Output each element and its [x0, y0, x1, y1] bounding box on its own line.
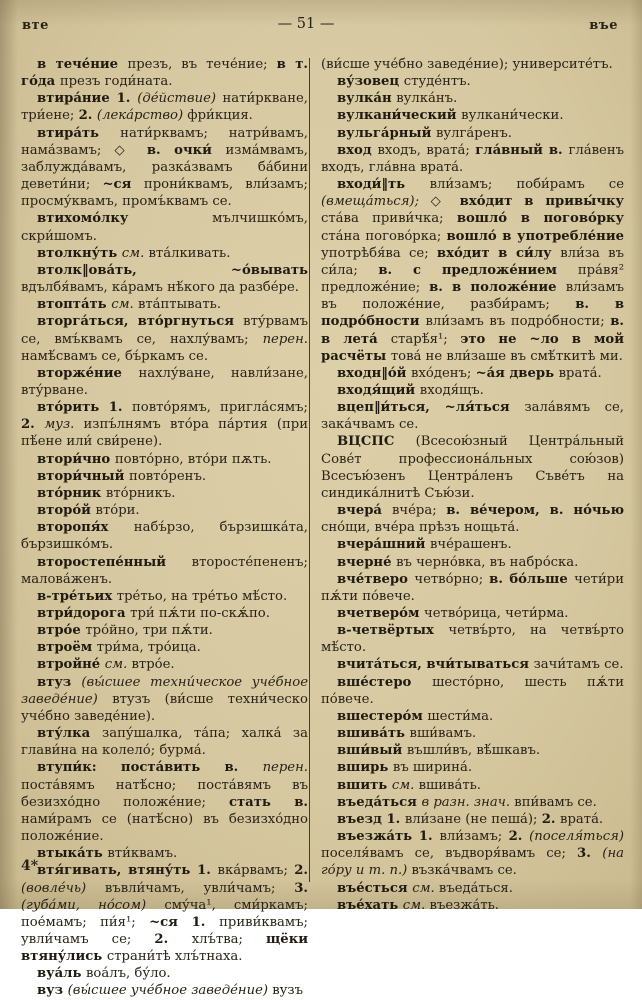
dictionary-entry — [21, 468, 308, 485]
gloss-text: вто́ри. — [95, 503, 140, 519]
gloss-text: вто́рникъ. — [105, 485, 176, 501]
gloss-text: изма́мвамъ, заблужда́вамъ, разка́звамъ ба́бини девети́ни; — [21, 142, 308, 193]
grammar-note: (вмеща́ться); — [321, 194, 431, 210]
headword-or-phrase: 3. — [577, 846, 603, 862]
gloss-text: тре́тьо, на тре́тьо мѣ́сто. — [116, 588, 288, 604]
dictionary-entry — [321, 708, 624, 725]
gloss-text: ста́ва приви́чка; — [321, 211, 457, 227]
gloss-text: въеда́ться. — [438, 880, 513, 896]
gloss-text: старѣ́я¹; — [390, 331, 461, 347]
dictionary-entry — [21, 965, 308, 982]
headword-or-phrase: вуз — [37, 983, 68, 999]
headword-or-phrase: вторже́ние — [37, 365, 139, 381]
headword-or-phrase: въе́хать — [337, 897, 403, 913]
gloss-text: врата́. — [560, 811, 604, 827]
dictionary-entry — [321, 605, 624, 622]
headword-or-phrase: 3. — [294, 880, 309, 896]
dictionary-entry — [21, 759, 308, 845]
headword-or-phrase: вшестеро́м — [337, 708, 428, 724]
column-divider-rule — [309, 58, 310, 882]
gloss-text: три́ма, тро́ица. — [96, 640, 201, 656]
grammar-note: см. — [111, 297, 138, 313]
headword-or-phrase: в. бо́льше — [489, 571, 575, 587]
headword-or-phrase: ~ся 1. — [149, 914, 220, 930]
headword-or-phrase: щёки втяну́лись — [21, 931, 308, 965]
headword-or-phrase: вчетверо́м — [337, 606, 424, 621]
headword-or-phrase: ву́зовец — [337, 74, 404, 90]
headword-or-phrase: вче́тверо — [337, 571, 415, 587]
dictionary-entry — [321, 811, 624, 828]
gloss-text: вли́за въ си́ла; — [321, 245, 624, 278]
headword-or-phrase: ~а́я дверь — [475, 365, 559, 381]
text-column-left — [21, 56, 309, 999]
gloss-text: запу́шалка, та́па; халка́ за глави́на на колело́; бурма́. — [21, 726, 308, 759]
headword-or-phrase: втопта́ть — [37, 297, 112, 313]
grammar-note: перен. — [262, 760, 308, 776]
dictionary-entry — [321, 674, 624, 708]
headword-or-phrase: это не ~ло в мой расчёты — [321, 331, 624, 364]
dictionary-entry — [321, 759, 624, 776]
dictionary-entry — [21, 245, 308, 262]
headword-or-phrase: втри́дорога — [37, 606, 131, 621]
dictionary-entry — [21, 554, 308, 588]
gloss-text: въезжа́ть. — [429, 897, 499, 913]
dictionary-entry — [321, 554, 624, 571]
gloss-text: изпъ́лнямъ вто́ра па́ртия (при пѣ́ене или́ сви́рене). — [21, 417, 308, 450]
dictionary-entry — [21, 502, 308, 519]
headword-or-phrase: вширь — [337, 760, 393, 776]
headword-or-phrase: 2. — [294, 863, 308, 879]
gloss-text: тро́йно, три пѫ́ти. — [85, 623, 213, 639]
dictionary-entry — [321, 107, 624, 124]
dictionary-entry — [321, 725, 624, 742]
gloss-text: сно́щи, вче́ра прѣзъ нощьта́. — [321, 520, 520, 536]
headword-or-phrase: вхо́дит в си́лу — [436, 245, 561, 261]
gloss-text: шесто́рно, шесть пѫ́ти по́вече. — [321, 674, 624, 707]
dictionary-entry — [21, 605, 308, 622]
headword-or-phrase: въе́сться — [337, 880, 413, 896]
dictionary-entry — [321, 399, 624, 433]
headword-or-phrase: втира́ть — [37, 125, 121, 141]
gloss-text: вулка́нъ. — [396, 91, 458, 107]
grammar-note: (лека́рство) — [96, 108, 188, 124]
gloss-text: четво́рно; — [414, 571, 490, 587]
headword-or-phrase: в-четвёртых — [337, 623, 449, 639]
grammar-note: см. — [104, 657, 132, 673]
gloss-text: четво́рица, чети́рма. — [424, 606, 569, 621]
headword-or-phrase: входн‖о́й — [337, 365, 412, 381]
gloss-text: втро́е. — [131, 657, 175, 673]
gloss-text: нахлу́ване, навли́зане, вту́рване. — [21, 365, 308, 398]
gloss-text: поселя́вамъ се, въдворя́вамъ се; — [321, 846, 578, 862]
headword-or-phrase: второ́й — [37, 503, 96, 519]
headword-or-phrase: в т. го́да — [21, 57, 308, 90]
gloss-text: повто́рямъ, пригла́сямъ; — [131, 400, 308, 416]
headword-or-phrase: вши́вый — [337, 743, 407, 759]
grammar-note: см. — [391, 777, 419, 793]
dictionary-entry — [321, 777, 624, 794]
headword-or-phrase: стать в. — [228, 794, 308, 810]
dictionary-entry — [21, 56, 308, 90]
headword-or-phrase: вошло́ в употребле́ние — [446, 228, 624, 244]
dictionary-entry — [321, 433, 624, 502]
gloss-text: вли́замъ въ положе́ние, разби́рамъ; — [321, 280, 624, 313]
dictionary-entry — [21, 399, 308, 450]
dictionary-entry — [321, 142, 624, 176]
gloss-text: шести́ма. — [427, 708, 494, 724]
gloss-text: поста́вямъ натѣ́сно; поста́вямъ въ безизхо́дно положе́ние; — [21, 777, 308, 810]
grammar-note: (вы́сшее техни́ческое уче́бное заведе́ние) — [21, 674, 308, 707]
gloss-text: гла́венъ входъ, гла́вна врата́. — [321, 142, 624, 175]
dictionary-entry — [321, 897, 624, 914]
dictionary-entry — [321, 382, 624, 399]
gloss-text: вли́зане (не пеша́); — [404, 811, 542, 827]
gloss-text: три́ пѫ́ти по-скѫ́по. — [130, 606, 270, 621]
headword-or-phrase: 2. — [78, 108, 97, 124]
dictionary-entry — [21, 262, 308, 296]
page-number: — 51 — — [277, 16, 335, 32]
gloss-text: четвъ́рто, на четвъ́рто мѣ́сто. — [321, 623, 624, 656]
headword-or-phrase: втихомо́лку — [37, 211, 213, 227]
dictionary-entry — [21, 639, 308, 656]
headword-or-phrase: вту́лка — [37, 726, 103, 742]
gloss-text: въ ширина́. — [392, 760, 473, 776]
headword-or-phrase: вше́стеро — [337, 674, 433, 690]
gloss-text: вузъ — [272, 983, 303, 999]
headword-or-phrase: в. в подро́бности — [321, 297, 624, 330]
gloss-text: входъ, врата́; — [377, 142, 476, 158]
gloss-text: вли́замъ въ подро́бности; — [425, 314, 611, 330]
grammar-note: перен. — [262, 331, 308, 347]
headword-or-phrase: входи́‖ть — [337, 177, 430, 193]
gloss-text: ◇ — [430, 194, 460, 210]
headword-or-phrase: вшива́ть — [337, 726, 410, 742]
headword-or-phrase: второпя́х — [37, 520, 134, 536]
gloss-text: вту́рвамъ се, вмъ́квамъ се, нахлу́вамъ; — [21, 314, 308, 347]
headword-or-phrase: вход — [337, 142, 378, 158]
grammar-note: (де́йствие) — [137, 91, 223, 107]
dictionary-entry — [21, 845, 308, 862]
dictionary-entry — [321, 176, 624, 365]
headword-or-phrase: втуз — [37, 674, 82, 690]
gloss-text: набъ́рзо, бързишка́та, бързишко́мъ. — [21, 520, 308, 553]
dictionary-entry — [21, 588, 308, 605]
gloss-text: нати́ркване, три́ене; — [21, 91, 308, 124]
gloss-text: пра́вя² предложе́ние; — [321, 262, 624, 296]
headword-or-phrase: 2. — [154, 931, 192, 947]
headword-or-phrase: втори́чно — [37, 451, 115, 467]
text-column-right — [321, 56, 625, 913]
gloss-text: вшива́ть. — [418, 777, 481, 793]
gloss-text: вче́рашенъ. — [429, 537, 512, 553]
headword-or-phrase: вулкани́ческий — [337, 108, 462, 124]
headword-or-phrase: вторга́ться, вто́ргнуться — [37, 314, 244, 330]
headword-or-phrase: вульга́рный — [337, 125, 436, 141]
headword-or-phrase: втройне́ — [37, 657, 105, 673]
gloss-text: приви́квамъ; увли́чамъ се; — [21, 914, 308, 947]
headword-or-phrase: в. в лета́ — [321, 314, 625, 347]
dictionary-entry — [21, 656, 308, 673]
gloss-text: фри́кция. — [187, 108, 253, 124]
headword-or-phrase: втроём — [37, 640, 97, 656]
dictionary-entry — [21, 485, 308, 502]
dictionary-entry — [21, 519, 308, 553]
gloss-text: възка́чвамъ се. — [411, 863, 517, 879]
grammar-note: в разн. знач. — [421, 794, 515, 810]
gloss-text: врата́. — [558, 365, 602, 381]
grammar-note: (губа́ми, но́сом) — [21, 897, 165, 913]
dictionary-entry — [21, 622, 308, 639]
headword-or-phrase: вчита́ться, вчи́тываться — [337, 657, 534, 673]
gloss-text: (ви́сше уче́бно заведе́ние); университе́тъ. — [321, 57, 613, 72]
gloss-text: студе́нтъ. — [403, 74, 471, 90]
dictionary-entry — [21, 725, 308, 759]
headword-or-phrase: в. ве́чером, в. но́чью — [446, 503, 624, 519]
headword-or-phrase: втори́чный — [37, 468, 130, 484]
headword-or-phrase: втя́гивать, втяну́ть 1. — [37, 863, 218, 879]
headword-or-phrase: вулка́н — [337, 91, 397, 107]
gloss-text: мълчишко́мъ, скри́шомъ. — [21, 211, 308, 244]
gloss-text: вли́замъ; поби́рамъ се — [429, 177, 624, 193]
dictionary-entry — [21, 90, 308, 124]
grammar-note: см. — [412, 880, 439, 896]
guide-word-right: въе — [589, 18, 618, 33]
dictionary-entry — [21, 125, 308, 211]
gloss-text: сму́ча¹, сми́ркамъ; пое́мамъ; пи́я¹; — [21, 897, 308, 930]
dictionary-entry — [321, 365, 624, 382]
gloss-text: вче́ра; — [391, 503, 447, 519]
gloss-text: страни́тѣ хлъ́тнаха. — [106, 949, 243, 965]
headword-or-phrase: въезжа́ть 1. — [337, 829, 440, 845]
dictionary-entry — [21, 862, 308, 965]
headword-or-phrase: 2. — [541, 811, 561, 827]
gloss-text: вулга́ренъ. — [435, 125, 512, 141]
dictionary-entry — [21, 296, 308, 313]
headword-or-phrase: в-тре́тьих — [37, 588, 117, 604]
headword-or-phrase: вхо́дит в привы́чку — [459, 194, 624, 210]
gloss-text: вти́квамъ. — [107, 846, 178, 862]
headword-or-phrase: вуа́ль — [37, 966, 86, 982]
gloss-text: (Всесою́зный Центра́льный Сове́т профессиона́льных сою́зов) Всесъю́зенъ Центра́ленъ Съве́тъ на синдика́лнитѣ Съю́зи. — [321, 434, 624, 501]
headword-or-phrase: в. очки́ — [146, 142, 226, 158]
headword-or-phrase: втолк‖ова́ть, ~о́вывать — [37, 262, 308, 278]
gloss-text: вли́замъ; — [439, 829, 509, 845]
dictionary-entry — [321, 571, 624, 605]
dictionary-entry — [21, 365, 308, 399]
guide-word-left: вте — [22, 18, 49, 33]
gloss-text: вши́вамъ. — [409, 726, 477, 742]
dictionary-entry — [321, 502, 624, 536]
headword-or-phrase: второстепе́нный — [37, 554, 192, 570]
headword-or-phrase: втира́ние 1. — [37, 91, 138, 107]
gloss-text: повто́рно, вто́ри пѫть. — [114, 451, 272, 467]
gloss-text: входя́щъ. — [419, 382, 484, 398]
gloss-text: повто́ренъ. — [129, 468, 207, 484]
headword-or-phrase: вцеп‖и́ться, ~ля́ться — [337, 400, 525, 416]
headword-or-phrase: в. в положе́ние — [429, 280, 566, 296]
dictionary-entry — [321, 828, 624, 879]
dictionary-entry — [21, 313, 308, 364]
dictionary-entry — [321, 536, 624, 553]
headword-or-phrase: гла́вный в. — [475, 142, 569, 158]
headword-or-phrase: втро́е — [37, 623, 86, 639]
headword-or-phrase: втупи́к: поста́вить в. — [37, 760, 263, 776]
gloss-text: прони́квамъ, вли́замъ; просму́квамъ, промъ́квамъ се. — [21, 177, 308, 210]
dictionary-entry — [21, 451, 308, 468]
grammar-note: (поселя́ться) — [529, 829, 624, 845]
gloss-text: зала́вямъ се, зака́чвамъ се. — [321, 400, 624, 433]
gloss-text: вдълбя́вамъ, ка́рамъ нѣ́кого да разбе́ре. — [21, 280, 299, 296]
dictionary-entry — [321, 880, 624, 897]
gloss-text: ста́на погово́рка; — [321, 228, 447, 244]
signature-mark: 4* — [21, 858, 39, 874]
gloss-text: въ черно́вка, въ набро́ска. — [396, 554, 579, 570]
gloss-text: втузъ (ви́сше техни́ческо уче́бно заведе́ние). — [21, 691, 308, 724]
headword-or-phrase: вчера́шний — [337, 537, 430, 553]
dictionary-entry — [21, 982, 308, 999]
headword-or-phrase: втолкну́ть — [37, 245, 122, 261]
running-head — [0, 16, 642, 36]
headword-or-phrase: въезд 1. — [337, 811, 405, 827]
gloss-text: вхо́денъ; — [411, 365, 476, 381]
headword-or-phrase: вчерне́ — [337, 554, 397, 570]
grammar-note: см. — [402, 897, 430, 913]
headword-or-phrase: вшить — [337, 777, 392, 793]
dictionary-entry — [321, 742, 624, 759]
dictionary-entry — [321, 56, 624, 73]
grammar-note: муз. — [44, 417, 84, 433]
gloss-text: хлъ́тва; — [191, 931, 267, 947]
gloss-text: презъ, въ тече́ние; — [127, 57, 277, 72]
gloss-text: въшли́въ, вѣ́шкавъ. — [406, 743, 541, 759]
grammar-note: (вы́сшее уче́бное заведе́ние) — [67, 983, 273, 999]
grammar-note: см. — [121, 245, 149, 261]
headword-or-phrase: в. с предложе́нием — [378, 262, 578, 278]
gloss-text: нами́рамъ се (натѣ́сно) въ безизхо́дно положе́ние. — [21, 811, 308, 845]
headword-or-phrase: въеда́ться — [337, 794, 422, 810]
headword-or-phrase: вто́рник — [37, 485, 106, 501]
gloss-text: зачи́тамъ се. — [533, 657, 624, 673]
headword-or-phrase: вчера́ — [337, 503, 392, 519]
headword-or-phrase: вто́рить 1. — [37, 400, 132, 416]
headword-or-phrase: втыка́ть — [37, 846, 108, 862]
gloss-text: вта́птывать. — [137, 297, 222, 313]
dictionary-entry — [321, 125, 624, 142]
headword-or-phrase: вошло́ в погово́рку — [456, 211, 625, 227]
dictionary-entry — [21, 210, 308, 244]
dictionary-entry — [321, 90, 624, 107]
headword-or-phrase: 2. — [21, 417, 45, 433]
gloss-text: второсте́пененъ; малова́женъ. — [21, 554, 308, 587]
gloss-text: употрѣбя́ва се; — [321, 245, 437, 261]
headword-or-phrase: ~ся — [102, 177, 144, 193]
headword-or-phrase: ВЦСПС — [337, 434, 416, 450]
dictionary-entry — [321, 73, 624, 90]
dictionary-entry — [321, 656, 624, 673]
gloss-text: воа́лъ, бу́ло. — [86, 966, 171, 982]
gloss-text: намѣ́свамъ се, бъ́ркамъ се. — [21, 348, 209, 364]
gloss-text: въвли́чамъ, увли́чамъ; — [104, 880, 295, 896]
grammar-note: (на го́ру и т. п.) — [321, 846, 624, 879]
gloss-text: вка́рвамъ; — [217, 863, 295, 879]
gloss-text: впи́вамъ се. — [514, 794, 597, 810]
gloss-text: нати́рквамъ; натри́вамъ, нама́звамъ; ◇ — [21, 125, 308, 158]
headword-or-phrase: в тече́ние — [37, 57, 128, 72]
dictionary-entry — [321, 794, 624, 811]
gloss-text: вта́лкивать. — [148, 245, 231, 261]
gloss-text: презъ годи́ната. — [59, 74, 173, 90]
headword-or-phrase: 2. — [508, 829, 530, 845]
dictionary-entry — [21, 674, 308, 725]
gloss-text: чети́ри пѫ́ти по́вече. — [321, 571, 624, 604]
gloss-text: вулкани́чески. — [461, 108, 564, 124]
headword-or-phrase: входя́щий — [337, 382, 420, 398]
grammar-note: (вовле́чь) — [21, 880, 105, 896]
gloss-text: това́ не вли́заше въ смѣ́ткитѣ ми. — [390, 348, 623, 364]
dictionary-entry — [321, 622, 624, 656]
